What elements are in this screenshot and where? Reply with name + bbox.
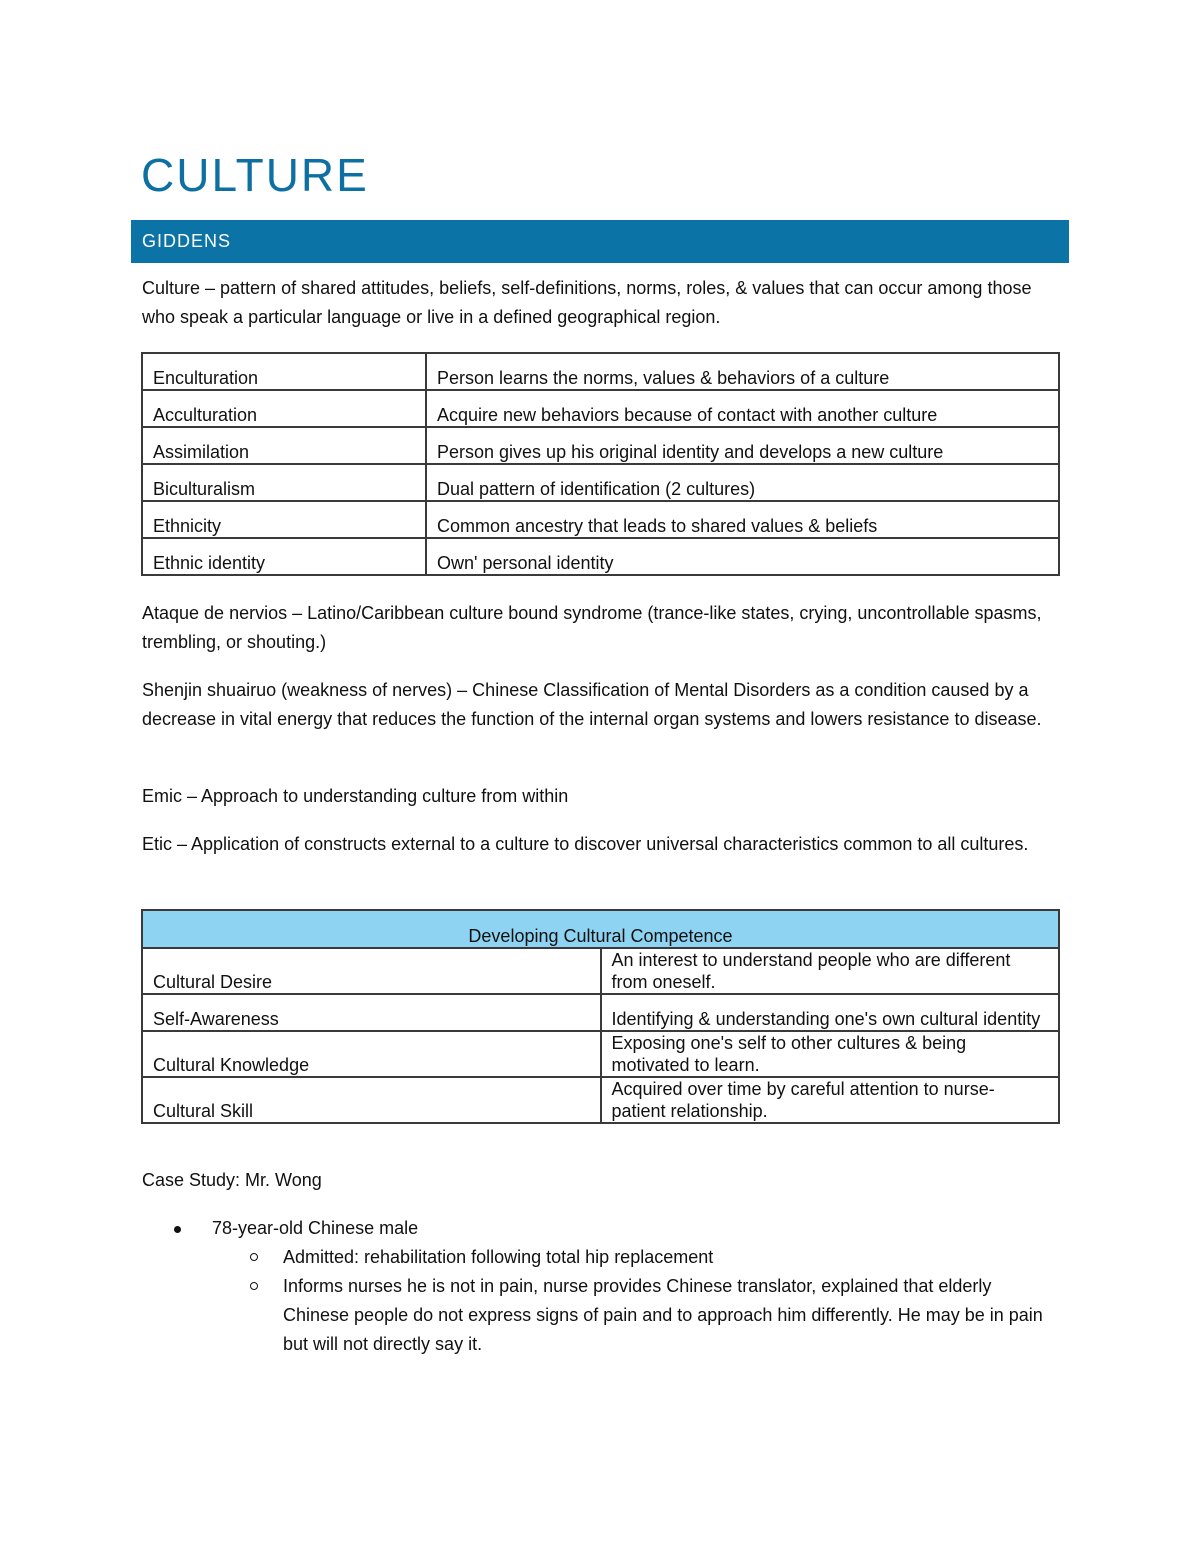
section-heading-giddens: GIDDENS [131,220,1069,263]
sub-list-item [212,1272,1062,1359]
term-cell: Ethnic identity [142,538,426,575]
term-cell: Self-Awareness [142,994,601,1031]
case-study-list [142,1214,1062,1359]
table-row [142,464,1059,501]
table-header-row [142,910,1059,948]
table-row [142,390,1059,427]
definition-cell: Person gives up his original identity and develops a new culture [426,427,1059,464]
term-cell: Biculturalism [142,464,426,501]
term-cell: Acculturation [142,390,426,427]
bullet-text: 78-year-old Chinese male [212,1218,419,1238]
table-row [142,501,1059,538]
ataque-paragraph: Ataque de nervios – Latino/Caribbean culture bound syndrome (trance-like states, crying, uncontrollable spasms, trembling, or shouting.) [142,603,1042,652]
table-row [142,538,1059,575]
term-cell: Cultural Knowledge [142,1031,601,1077]
sub-bullet-text: Informs nurses he is not in pain, nurse provides Chinese translator, explained that elderly Chinese people do not express signs of pain and to approach him differently. He may be in pain but will not directly say it. [283,1276,1043,1354]
circle-bullet-icon [250,1282,258,1290]
circle-bullet-icon [250,1253,258,1261]
definition-cell: Acquired over time by careful attention to nurse-patient relationship. [601,1077,1060,1123]
page-title: CULTURE [141,149,369,201]
table-row [142,948,1059,994]
bullet-icon [174,1226,181,1233]
definition-cell: Person learns the norms, values & behaviors of a culture [426,353,1059,390]
definition-cell: Exposing one's self to other cultures & being motivated to learn. [601,1031,1060,1077]
table-row [142,353,1059,390]
terms-table [141,352,1060,576]
sub-bullet-text: Admitted: rehabilitation following total hip replacement [283,1247,714,1267]
sub-list-item [212,1243,1062,1272]
list-item [142,1214,1062,1359]
definition-cell: Own' personal identity [426,538,1059,575]
etic-paragraph: Etic – Application of constructs external to a culture to discover universal characteristics common to all cultures. [142,834,1029,854]
culture-definition: Culture – pattern of shared attitudes, beliefs, self-definitions, norms, roles, & values that can occur among those who speak a particular language or live in a defined geographical region. [142,278,1032,327]
sub-list [212,1243,1062,1359]
table-header: Developing Cultural Competence [142,910,1059,948]
term-cell: Enculturation [142,353,426,390]
term-cell: Cultural Skill [142,1077,601,1123]
table-row [142,1031,1059,1077]
term-cell: Assimilation [142,427,426,464]
cultural-competence-table [141,909,1060,1124]
shenjin-paragraph: Shenjin shuairuo (weakness of nerves) – Chinese Classification of Mental Disorders as a condition caused by a decrease in vital energy that reduces the function of the internal organ systems and lowers resistance to disease. [142,680,1042,729]
term-cell: Ethnicity [142,501,426,538]
definition-cell: Common ancestry that leads to shared values & beliefs [426,501,1059,538]
table-row [142,427,1059,464]
table-row [142,994,1059,1031]
definition-cell: An interest to understand people who are different from oneself. [601,948,1060,994]
definition-cell: Dual pattern of identification (2 cultures) [426,464,1059,501]
term-cell: Cultural Desire [142,948,601,994]
case-study-title: Case Study: Mr. Wong [142,1170,322,1190]
definition-cell: Identifying & understanding one's own cultural identity [601,994,1060,1031]
emic-paragraph: Emic – Approach to understanding culture from within [142,786,569,806]
definition-cell: Acquire new behaviors because of contact with another culture [426,390,1059,427]
table-row [142,1077,1059,1123]
